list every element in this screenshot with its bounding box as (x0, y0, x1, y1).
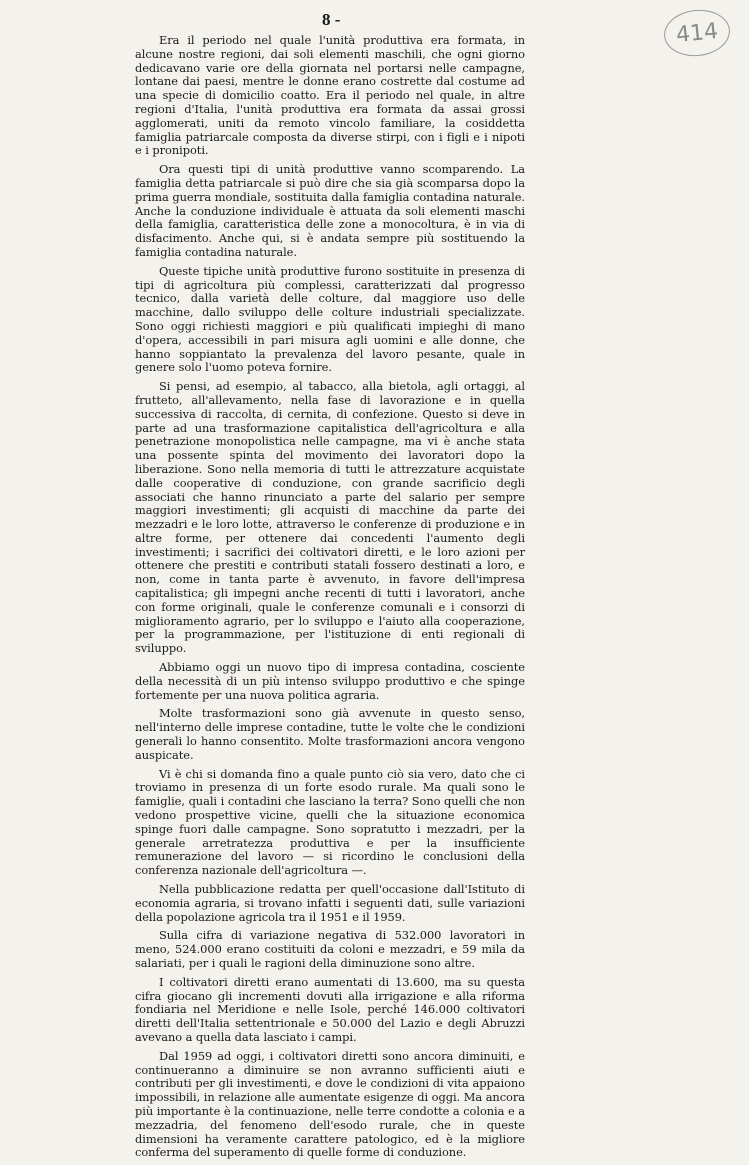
paragraph: Dal 1959 ad oggi, i coltivatori diretti sono ancora diminuiti, e continueranno a diminuire se non avranno sufficienti aiuti e contributi per gli investimenti, e dove le condizioni di vita appaiono impossibili, in relazione alle aumentate esigenze di oggi. Ma ancora più importante è la continuazione, nelle terre condotte a colonia e a mezzadria, del fenomeno dell'esodo rurale, che in queste dimensioni ha veramente carattere patologico, ed è la migliore conferma del superamento di quelle forme di conduzione. (135, 1048, 525, 1160)
page-number: 8 - (322, 10, 341, 29)
handwritten-page-mark-text: 414 (674, 18, 720, 48)
paragraph: Sulla cifra di variazione negativa di 532.000 lavoratori in meno, 524.000 erano costituiti da coloni e mezzadri, e 59 mila da salariati, per i quali le ragioni della diminuzione sono altre. (135, 928, 525, 970)
paragraph: Queste tipiche unità produttive furono sostituite in presenza di tipi di agricoltura più complessi, caratterizzati dal progresso tecnico, dalla varietà delle colture, dal maggiore uso delle macchine, dallo sviluppo delle colture industriali specializzate. Sono oggi richiesti maggiori e più qualificati impieghi di mano d'opera, accessibili in pari misura agli uomini e alle donne, che hanno soppiantato la prevalenza del lavoro pesante, quale in genere solo l'uomo poteva fornire. (135, 263, 525, 375)
paragraph: Era il periodo nel quale l'unità produttiva era formata, in alcune nostre regioni, dai soli elementi maschili, che ogni giorno dedicavano varie ore della giornata nel portarsi nelle campagne, lontane dai paesi, mentre le donne erano costrette dal costume ad una specie di domicilio coatto. Era il periodo nel quale, in altre regioni d'Italia, l'unità produttiva era formata da assai grossi agglomerati, uniti da remoto vincolo familiare, la cosiddetta famiglia patriarcale composta da diverse stirpi, con i figli e i nipoti e i pronipoti. (135, 33, 525, 158)
handwritten-page-mark (662, 7, 732, 60)
paragraph: Si pensi, ad esempio, al tabacco, alla bietola, agli ortaggi, al frutteto, all'allevamento, nella fase di lavorazione e in quella successiva di raccolta, di cernita, di confezione. Questo si deve in parte ad una trasformazione capitalistica dell'agricoltura e alla penetrazione monopolistica nelle campagne, ma vi è anche stata una possente spinta del movimento dei lavoratori dopo la liberazione. Sono nella memoria di tutti le attrezzature acquistate dalle cooperative di conduzione, con grande sacrificio degli associati che hanno rinunciato a parte del salario per sempre maggiori investimenti; gli acquisti di macchine da parte dei mezzadri e le loro lotte, attraverso le conferenze di produzione e in altre forme, per ottenere dai concedenti l'aumento degli investimenti; i sacrifici dei coltivatori diretti, e le loro azioni per ottenere che prestiti e contributi statali fossero destinati a loro, e non, come in tanta parte è avvenuto, in favore dell'impresa capitalistica; gli impegni anche recenti di tutti i lavoratori, anche con forme originali, quale le conferenze comunali e i consorzi di miglioramento agrario, per lo sviluppo e l'aiuto alla cooperazione, per la programmazione, per l'istituzione di enti regionali di sviluppo. (135, 379, 525, 656)
paragraph: Ora questi tipi di unità produttive vanno scomparendo. La famiglia detta patriarcale si può dire che sia già scomparsa dopo la prima guerra mondiale, sostituita dalla famiglia contadina naturale. Anche la conduzione individuale è attuata da soli elementi maschi della famiglia, caratteristica delle zone a monocoltura, è in via di disfacimento. Anche qui, si è andata sempre più sostituendo la famiglia contadina naturale. (135, 162, 525, 259)
paragraph: Vi è chi si domanda fino a quale punto ciò sia vero, dato che ci troviamo in presenza di un forte esodo rurale. Ma quali sono le famiglie, quali i contadini che lasciano la terra? Sono quelli che non vedono prospettive vicine, quelli che la situazione economica spinge fuori dalle campagne. Sono sopratutto i mezzadri, per la generale arretratezza produttiva e per la insufficiente remunerazione del lavoro — si ricordino le conclusioni della conferenza nazionale dell'agricoltura —. (135, 766, 525, 878)
paragraph: Abbiamo oggi un nuovo tipo di impresa contadina, cosciente della necessità di un più intenso sviluppo produttivo e che spinge fortemente per una nuova politica agraria. (135, 660, 525, 702)
paragraph: Nella pubblicazione redatta per quell'occasione dall'Istituto di economia agraria, si trovano infatti i seguenti dati, sulle variazioni della popolazione agricola tra il 1951 e il 1959. (135, 882, 525, 924)
paragraph: I coltivatori diretti erano aumentati di 13.600, ma su questa cifra giocano gli incrementi dovuti alla irrigazione e alla riforma fondiaria nel Meridione e nelle Isole, perché 146.000 coltivatori diretti dell'Italia settentrionale e 50.000 del Lazio e degli Abruzzi avevano a quella data lasciato i campi. (135, 974, 525, 1044)
document-body (135, 34, 525, 1165)
paragraph: Molte trasformazioni sono già avvenute in questo senso, nell'interno delle imprese contadine, tutte le volte che le condizioni generali lo hanno consentito. Molte trasformazioni ancora vengono auspicate. (135, 706, 525, 762)
